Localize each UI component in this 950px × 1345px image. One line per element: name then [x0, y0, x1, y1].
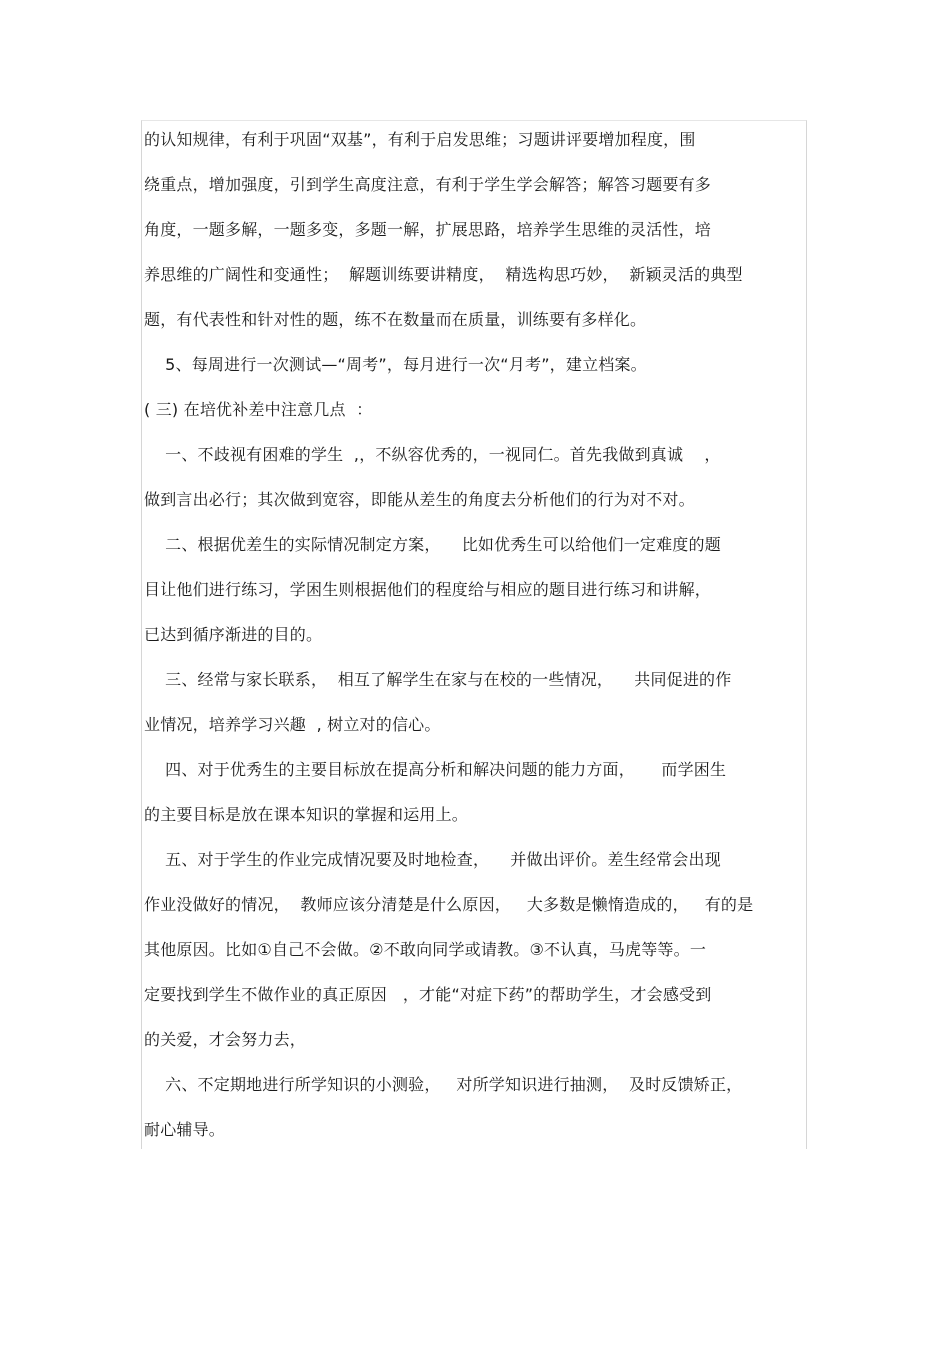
text-line: 的关爱，才会努力去，: [144, 1030, 307, 1049]
text-line: 定要找到学生不做作业的真正原因 ，才能“对症下药”的帮助学生，才会感受到: [144, 985, 712, 1004]
paragraph-two-start: 二、根据优差生的实际情况制定方案， 比如优秀生可以给他们一定难度的题: [144, 535, 721, 554]
paragraph-one-start: 一、不歧视有困难的学生 ,，不纵容优秀的，一视同仁。首先我做到真诚 ，: [144, 445, 721, 464]
paragraph-five-start: 五、对于学生的作业完成情况要及时地检查， 并做出评价。差生经常会出现: [144, 850, 721, 869]
text-line: 业情况，培养学习兴趣 , 树立对的信心。: [144, 715, 441, 734]
text-line: 的认知规律，有利于巩固“双基”，有利于启发思维；习题讲评要增加程度，围: [144, 130, 696, 149]
text-line: 的主要目标是放在课本知识的掌握和运用上。: [144, 805, 469, 824]
text-line: 目让他们进行练习，学困生则根据他们的程度给与相应的题目进行练习和讲解，: [144, 580, 712, 599]
text-line: 作业没做好的情况， 教师应该分清楚是什么原因， 大多数是懒惰造成的， 有的是: [144, 895, 754, 914]
text-line: 角度，一题多解，一题多变，多题一解，扩展思路，培养学生思维的灵活性，培: [144, 220, 712, 239]
text-line: 已达到循序渐进的目的。: [144, 625, 323, 644]
text-line: 绕重点，增加强度，引到学生高度注意，有利于学生学会解答；解答习题要有多: [144, 175, 712, 194]
section-heading: ( 三) 在培优补差中注意几点 ：: [144, 400, 373, 419]
text-line: 其他原因。比如①自己不会做。②不敢向同学或请教。③不认真，马虎等等。一: [144, 940, 707, 959]
text-line: 养思维的广阔性和变通性； 解题训练要讲精度， 精选构思巧妙， 新颖灵活的典型: [144, 265, 743, 284]
paragraph-six-start: 六、不定期地进行所学知识的小测验， 对所学知识进行抽测， 及时反馈矫正，: [144, 1075, 743, 1094]
paragraph-three-start: 三、经常与家长联系， 相互了解学生在家与在校的一些情况， 共同促进的作: [144, 670, 732, 689]
text-line: 题，有代表性和针对性的题，练不在数量而在质量，训练要有多样化。: [144, 310, 647, 329]
text-line: 做到言出必行；其次做到宽容，即能从差生的角度去分析他们的行为对不对。: [144, 490, 695, 509]
numbered-paragraph-5: 5、每周进行一次测试—“周考”，每月进行一次“月考”，建立档案。: [144, 355, 647, 374]
text-line: 耐心辅导。: [144, 1120, 226, 1139]
paragraph-four-start: 四、对于优秀生的主要目标放在提高分析和解决问题的能力方面， 而学困生: [144, 760, 727, 779]
